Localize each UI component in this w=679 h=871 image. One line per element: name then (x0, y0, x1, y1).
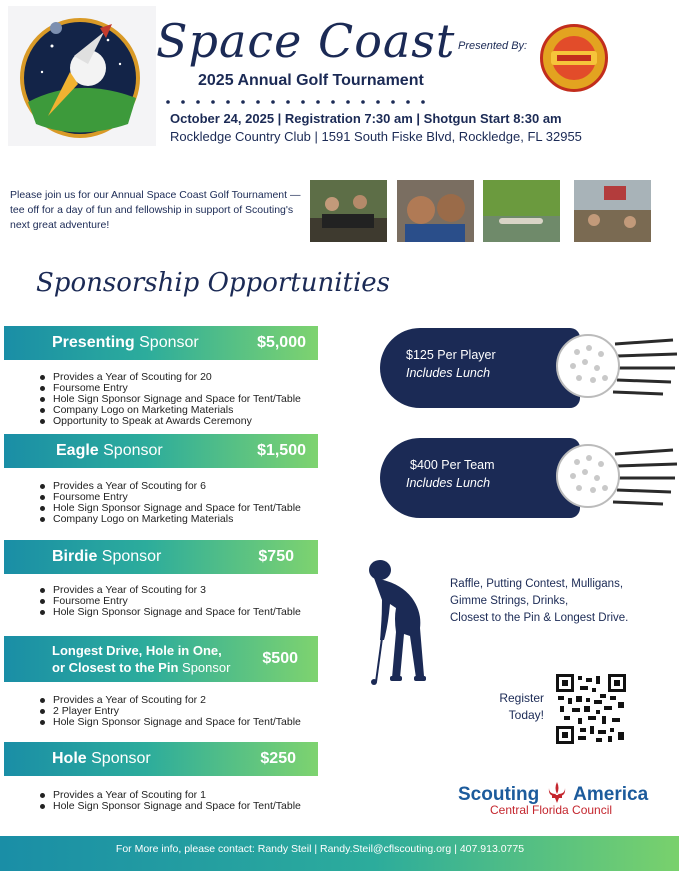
golf-ball-icon (555, 330, 677, 402)
golfer-silhouette-icon (360, 556, 440, 688)
list-item: Company Logo on Marketing Materials (38, 405, 301, 416)
sponsor-name: Hole Sponsor (52, 750, 151, 767)
extras-list (450, 576, 628, 627)
list-item: Hole Sign Sponsor Signage and Space for Tent/Table (38, 607, 301, 618)
extras-line: Gimme Strings, Drinks, (450, 595, 569, 607)
sponsor-name: Birdie Sponsor (52, 548, 162, 565)
player-price: $125 Per Player (406, 348, 496, 362)
list-item: Provides a Year of Scouting for 3 (38, 585, 301, 596)
event-subtitle: 2025 Annual Golf Tournament (198, 72, 424, 89)
sponsor-bar-hole (4, 742, 318, 776)
sponsor-price: $5,000 (257, 334, 306, 351)
team-price-pill (380, 438, 580, 518)
sponsor-price: $750 (258, 548, 294, 565)
sponsor-bar-presenting (4, 326, 318, 360)
golf-ball-icon (555, 440, 677, 512)
sponsor-bar-birdie (4, 540, 318, 574)
photo-canoe-river (483, 180, 560, 242)
extras-line: Closest to the Pin & Longest Drive. (450, 612, 629, 624)
list-item: Foursome Entry (38, 383, 301, 394)
sponsor-price: $250 (260, 750, 296, 767)
list-item: Provides a Year of Scouting for 6 (38, 481, 301, 492)
list-item: Opportunity to Speak at Awards Ceremony (38, 416, 301, 427)
sponsor-price: $500 (262, 650, 298, 667)
event-date-time: October 24, 2025 | Registration 7:30 am | Shotgun Start 8:30 am (170, 111, 562, 126)
benefits-birdie (38, 585, 301, 618)
photo-scouts-smiling (397, 180, 474, 242)
sponsor-name: Eagle Sponsor (56, 442, 163, 459)
team-price: $400 Per Team (410, 458, 495, 472)
org-name: Scouting America (458, 780, 648, 806)
sponsorship-heading: Sponsorship Opportunities (36, 268, 391, 298)
footer-contact-text: For More info, please contact: Randy Steil | Randy.Steil@cflscouting.org | 407.913.0775 (115, 843, 525, 855)
council-name: Central Florida Council (490, 803, 613, 817)
list-item: Hole Sign Sponsor Signage and Space for Tent/Table (38, 394, 301, 405)
extras-line: Raffle, Putting Contest, Mulligans, (450, 578, 624, 590)
list-item: Company Logo on Marketing Materials (38, 514, 301, 525)
space-coast-logo (8, 6, 156, 146)
register-line: Register (499, 691, 544, 705)
list-item: Hole Sign Sponsor Signage and Space for Tent/Table (38, 717, 301, 728)
registration-qr-code[interactable] (556, 674, 626, 744)
list-item: Provides a Year of Scouting for 2 (38, 695, 301, 706)
benefits-hole (38, 790, 301, 812)
sponsor-name: Presenting Sponsor (52, 334, 199, 351)
list-item: Foursome Entry (38, 492, 301, 503)
event-venue: Rockledge Country Club | 1591 South Fiske Blvd, Rockledge, FL 32955 (170, 129, 582, 144)
list-item: Provides a Year of Scouting for 1 (38, 790, 301, 801)
benefits-longest-drive (38, 695, 301, 728)
photo-scout-flag-ceremony (574, 180, 651, 242)
footer-contact-bar (0, 836, 679, 871)
list-item: Foursome Entry (38, 596, 301, 607)
list-item: Provides a Year of Scouting for 20 (38, 372, 301, 383)
intro-text: Please join us for our Annual Space Coast Golf Tournament — tee off for a day of fun and fellowship in support of Scouting's next great adventure! (10, 189, 301, 231)
photo-atv-scouts (310, 180, 387, 242)
sponsor-bar-longest-drive (4, 636, 318, 682)
victory-casino-cruises-logo (540, 24, 608, 92)
player-price-note: Includes Lunch (406, 366, 491, 380)
decorative-dots (165, 98, 435, 106)
presented-by-label: Presented By: (458, 40, 528, 52)
register-today-label (480, 690, 544, 724)
list-item: Hole Sign Sponsor Signage and Space for Tent/Table (38, 503, 301, 514)
fleur-de-lis-icon (545, 780, 569, 804)
scouting-america-logo (458, 780, 658, 820)
list-item: 2 Player Entry (38, 706, 301, 717)
player-price-pill (380, 328, 580, 408)
team-price-note: Includes Lunch (406, 476, 491, 490)
benefits-presenting (38, 372, 301, 427)
sponsor-name: Longest Drive, Hole in One, or Closest to the Pin Sponsor (52, 643, 231, 675)
sponsor-price: $1,500 (257, 442, 306, 459)
list-item: Hole Sign Sponsor Signage and Space for Tent/Table (38, 801, 301, 812)
benefits-eagle (38, 481, 301, 525)
sponsor-bar-eagle (4, 434, 318, 468)
event-title: Space Coast (156, 14, 456, 68)
register-line: Today! (508, 708, 544, 722)
